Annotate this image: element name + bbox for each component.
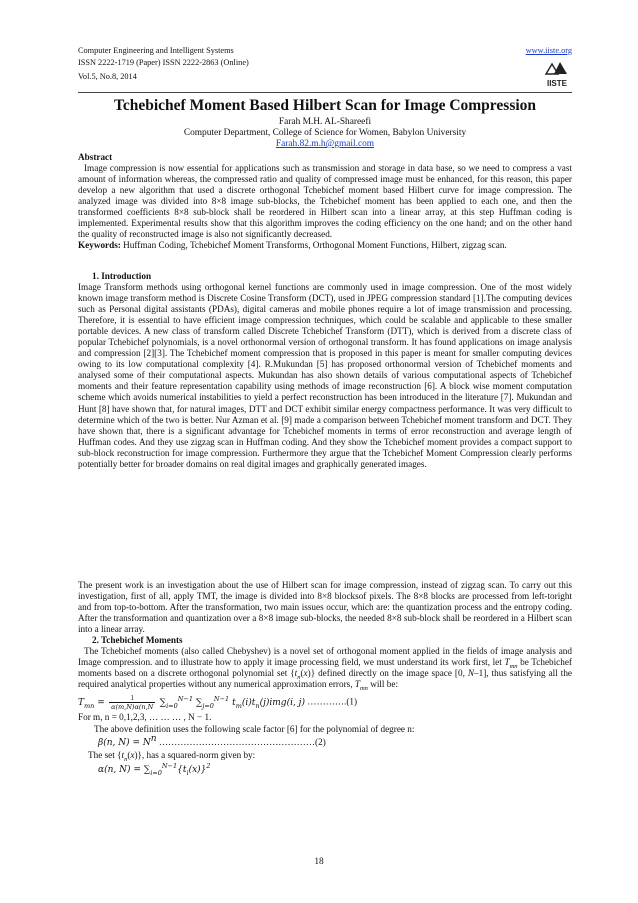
- equation-3: α(n, $N) = \sum_{i=0}^{N-1}\{t_i(x)\}^2$: [98, 762, 211, 777]
- equation-1: $T_{mn}$ = $\frac{1}{\alpha(m,N)\alpha(n,N}$ $\sum_{i=0}^{N-1}$ $\sum_{j=0}^{N-1}$ $t_m(i)t_n(j)img(i$, j) ………….(1): [78, 694, 358, 711]
- journal-issn: ISSN 2222-1719 (Paper) ISSN 2222-2863 (Online): [78, 58, 249, 67]
- paper-title: Tchebichef Moment Based Hilbert Scan for Image Compression: [113, 97, 537, 114]
- eq2-formula: β(n, N) = N: [98, 738, 151, 748]
- header-rule: [78, 92, 572, 93]
- author-name: Farah M.H. AL-Shareefi: [278, 117, 372, 127]
- abstract-heading: Abstract: [78, 152, 113, 162]
- email-row: [78, 139, 572, 150]
- s2-text-d: –1], thus satisfying all the required analytical properties without any numerical approximation errors,: [78, 668, 573, 690]
- s2-text-a: The Tchebichef moments (also called Chebyshev) is a novel set of orthogonal moment applied in the fields of image analysis and Image compression. and to illustrate how to apply it image processing field, we must understand its work first, let: [78, 646, 572, 668]
- section-2-heading: 2. Tchebichef Moments: [92, 635, 183, 645]
- for-line: For m, n = 0,1,2,3, … … … , N − 1.: [78, 712, 212, 722]
- author-email[interactable]: Farah.82.m.h@gmail.com: [275, 139, 375, 149]
- s2-text-e: will be:: [367, 679, 399, 690]
- scale-factor-line: The above definition uses the following scale factor [6] for the polynomial of degree n:: [94, 724, 415, 734]
- iiste-logo: [542, 60, 572, 88]
- section-1-heading: 1. Introduction: [92, 271, 152, 281]
- s2-text-b: be Tchebichef moments based on a discrete orthogonal polynomial set {: [78, 657, 572, 679]
- journal-volume: Vol.5, No.8, 2014: [78, 72, 137, 81]
- journal-name: Computer Engineering and Intelligent Systems: [78, 46, 234, 55]
- keywords-text: Huffman Coding, Tchebichef Moment Transforms, Orthogonal Moment Functions, Hilbert, zigzag scan.: [123, 240, 507, 250]
- equation-2: β(n, $N) = N^n$ ……………………………………………(2): [98, 733, 326, 748]
- eq2-number: ……………………………………………(2): [158, 737, 326, 747]
- journal-url[interactable]: www.iiste.org: [525, 46, 572, 55]
- keywords-label: Keywords:: [78, 240, 121, 250]
- keywords: [78, 240, 572, 251]
- section-1-paragraph-2: The present work is an investigation about the use of Hilbert scan for image compression, instead of zigzag scan. To carry out this investigation, first of all, apply TMT, the image is divided into 8×8 blocksof pixels. The 8×8 blocks are processed from left-toright and from top-to-bottom. After the transformation, two main issues occur, which are: the quantization process and the entropy coding. After the transformation and quantization over a 8×8 image sub-blocks, the needed 8×8 sub-block shall be reordered in a Hilbert scan into a linear array.: [78, 580, 572, 635]
- set-text-a: The set {: [88, 750, 122, 760]
- set-text-b: }, has a squared-norm given by:: [137, 750, 256, 760]
- section-1-paragraph-1: Image Transform methods using orthogonal kernel functions are commonly used in image compression. One of the most widely known image transform method is Discrete Cosine Transform (DCT), used in JPEG compression standard [1].The computing devices such as Personal digital assistants (PDAs), digital cameras and mobile phones require a lot of image transmission and processing. Therefore, it is essential to have efficient image compression techniques, which could be scalable and applicable to these smaller portable devices. A new class of transform called Discrete Tchebichef Transform (DTT), which is derived from a discrete class of popular Tchebichef polynomials, is a novel orthonormal version of orthogonal transform. It has found applications on image analysis and compression [2][3]. The Tchebichef moment compression that is proposed in this paper is meant for smaller computing devices owing to its low computational complexity [4]. R.Mukundan [5] has proposed orthonormal version of Tchebichef moments and analysed some of their computational aspects. Mukundan has also shown details of various computational aspects of Tchebichef moments and their feature representation capability using methods of image reconstruction [6]. A block wise moment computation scheme which avoids numerical instabilities to yield a perfect reconstruction has been introduced in the literature [7]. Mukundan and Hunt [8] have shown that, for natural images, DTT and DCT exhibit similar energy compactness performance. It was very difficult to determine which of the two is better. Nur Azman et al. [9] made a comparison between Tchebichef moment transform and DCT. They have shown that, there is a significant advantage for Tchebichef moments in terms of error reconstruction and average length of Huffman codes. And they use zigzag scan in Huffman coding. And they show the Tchebichef moment provides a compact support to sub-block reconstruction for image compression. Furthermore they argue that the Tchebichef Moment Compression clearly performs potentially better for broader domains on real digital images and graphically generated images.: [78, 282, 572, 469]
- eq1-fraction: $\frac{1}{\alpha(m,N)\alpha(n,N}$: [111, 694, 154, 711]
- eq3-formula: α(n, N) = ∑: [98, 765, 151, 775]
- section-2-paragraph-1: The Tchebichef moments (also called Chebyshev) is a novel set of orthogonal moment applied in the fields of image analysis and Image compression. and to illustrate how to apply it image processing field, we must understand its work first, let $T_{mn}$ be Tchebichef moments based on a discrete orthogonal polynomial set $\{t_n(x)\}$ defined directly on the image space [0, N–1], thus satisfying all the required analytical properties without any numerical approximation errors, $T_{mn}$ will be:: [78, 646, 573, 692]
- svg-text:IISTE: IISTE: [546, 79, 568, 88]
- page-number: 18: [314, 857, 324, 867]
- author-affiliation: Computer Department, College of Science for Women, Babylon University: [183, 128, 467, 138]
- abstract-text: Image compression is now essential for applications such as transmission and storage in data base, so we need to compress a vast amount of information whereas, the compressed ratio and quality of compressed image must be enhanced, for this reason, this paper develop a new algorithm that used a discrete orthogonal Tchebichef moment based Hilbert curve for image compression. The analyzed image was divided into 8×8 image sub-blocks, the Tchebichef moment has been applied to each one, and then the transformed coefficients 8×8 sub-block shall be reordered in Hilbert scan into a linear array, at this step Huffman coding is implemented. Experimental results show that this algorithm improves the coding efficiency on the one hand; and on the other hand the quality of reconstructed image is also not significantly decreased.: [78, 163, 572, 240]
- s2-text-c: } defined directly on the image space [0,: [310, 668, 468, 679]
- eq1-number: ………….(1): [307, 696, 358, 707]
- set-line: The set $\{t_n(x)\}$, has a squared-norm given by:: [88, 750, 256, 763]
